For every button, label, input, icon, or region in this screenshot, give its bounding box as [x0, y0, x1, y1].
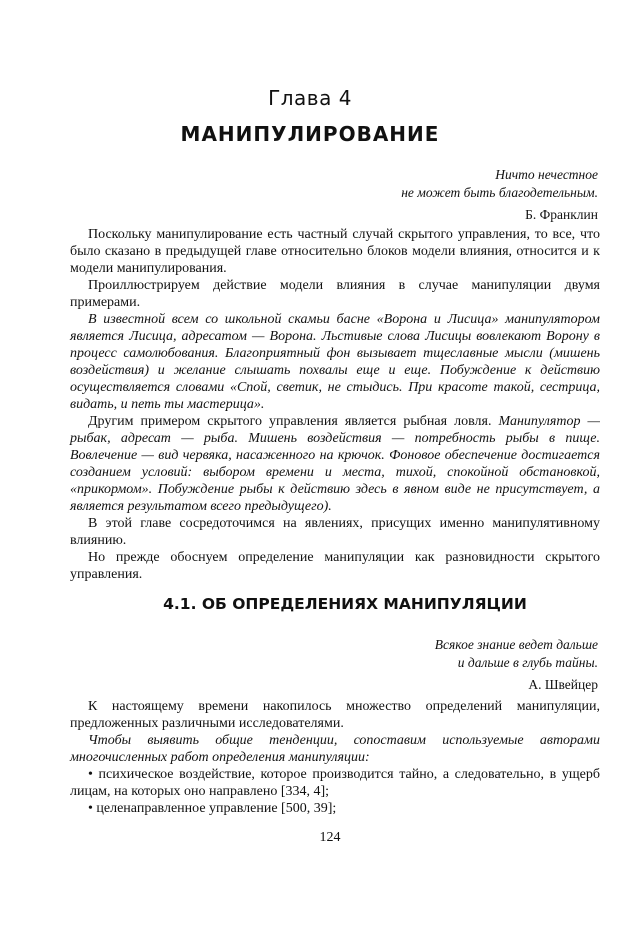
epigraph-author: Б. Франклин [525, 207, 598, 222]
bullet-item: • психическое воздействие, которое производится тайно, а следовательно, в ущерб лицам, на которых оно направлено [334, 4]; [70, 767, 600, 799]
chapter-label: Глава 4 [268, 86, 352, 110]
epigraph-author: А. Швейцер [528, 677, 598, 692]
epigraph-line: Ничто нечестное [495, 167, 598, 182]
paragraph: В этой главе сосредоточимся на явлениях, присущих именно манипулятивному влиянию. [70, 516, 600, 548]
paragraph-text: Другим примером скрытого управления является рыбная ловля. [88, 414, 499, 429]
paragraph-italic-text: Манипулятор — рыбак, адресат — рыба. Мишень воздействия — потребность рыбы в пище. Вовлечение — вид червяка, насаженного на крючок. Фоновое обеспечение достигается созданием условий: выбором времени и места, тихой, спокойной обстановкой, «прикормом». Побуждение рыбы к действию здесь в явном виде не присутствует, а является результатом всего предыдущего). [70, 414, 600, 514]
page-number: 124 [319, 830, 341, 845]
section-title: 4.1. ОБ ОПРЕДЕЛЕНИЯХ МАНИПУЛЯЦИИ [163, 595, 527, 613]
epigraph-line: не может быть благодетельным. [401, 185, 598, 200]
bullet-item: • целенаправленное управление [500, 39]; [88, 801, 337, 816]
paragraph: Поскольку манипулирование есть частный случай скрытого управления, то все, что было сказано в предыдущей главе относительно блоков модели влияния, относится и к модели манипулирования. [70, 227, 600, 276]
paragraph: К настоящему времени накопилось множество определений манипуляции, предложенных различными исследователями. [70, 699, 600, 731]
chapter-intro [70, 226, 600, 583]
paragraph: Но прежде обоснуем определение манипуляции как разновидности скрытого управления. [70, 550, 600, 582]
chapter-title: МАНИПУЛИРОВАНИЕ [180, 122, 440, 146]
epigraph-section [298, 636, 598, 694]
epigraph-line: и дальше в глубь тайны. [457, 655, 598, 670]
paragraph-italic: В известной всем со школьной скамьи басне «Ворона и Лисица» манипулятором является Лисица, адресатом — Ворона. Льстивые слова Лисицы вовлекают Ворону в процесс самолюбования. Благоприятный фон вызывает тщеславные мысли (мишень воздействия) и желание слышать похвалы еще и еще. Побуждение к действию осуществляется словами «Спой, светик, не стыдись. При красоте такой, сестрица, видать, и петь ты мастерица». [70, 312, 600, 412]
epigraph-line: Всякое знание ведет дальше [434, 637, 598, 652]
paragraph-italic: Чтобы выявить общие тенденции, сопоставим используемые авторами многочисленных работ определения манипуляции: [70, 733, 600, 765]
epigraph-chapter [298, 166, 598, 224]
paragraph: Проиллюстрируем действие модели влияния в случае манипуляции двумя примерами. [70, 278, 600, 310]
paragraph-mixed [70, 413, 600, 515]
section-body [70, 698, 600, 817]
